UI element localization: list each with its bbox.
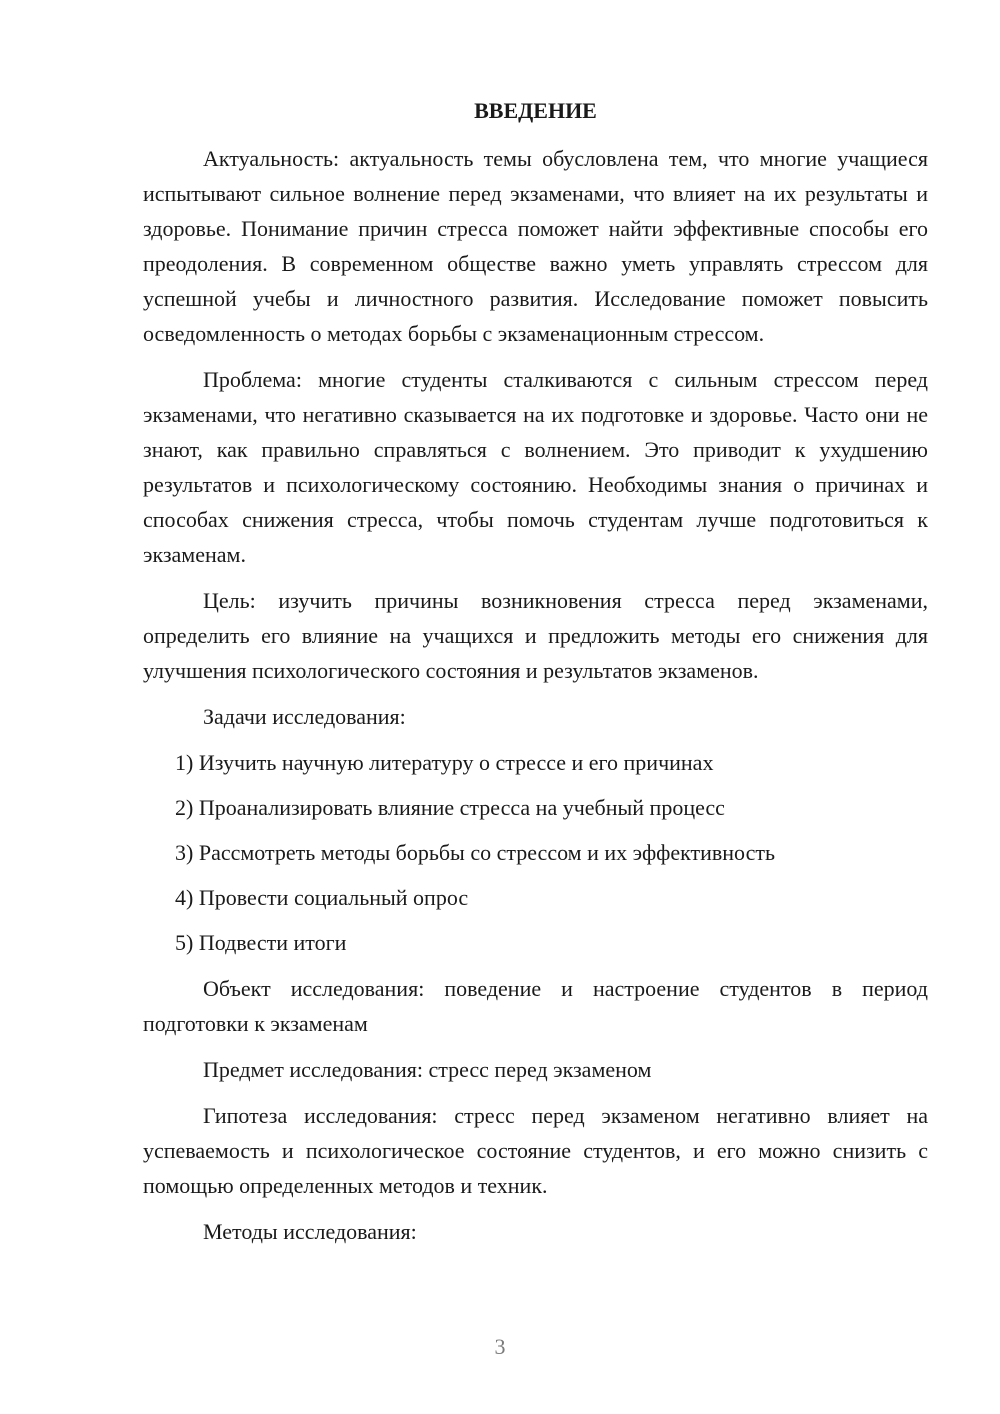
list-item <box>143 880 928 915</box>
list-item-number: 5) <box>175 930 194 955</box>
page-title: ВВЕДЕНИЕ <box>474 98 597 123</box>
tasks-heading: Задачи исследования: <box>203 704 406 729</box>
problem-paragraph: Проблема: многие студенты сталкиваются с сильным стрессом перед экзаменами, что негативно сказывается на их подготовке и здоровье. Часто они не знают, как правильно справляться с волнением. Это приводит к ухудшению результатов и психологическому состоянию. Необходимы знания о причинах и способах снижения стресса, чтобы помочь студентам лучше подготовиться к экзаменам. <box>143 367 928 567</box>
methods-paragraph: Методы исследования: <box>203 1219 417 1244</box>
object-paragraph: Объект исследования: поведение и настроение студентов в период подготовки к экзаменам <box>143 976 928 1036</box>
list-item-text: Проанализировать влияние стресса на учебный процесс <box>198 795 725 820</box>
subject-paragraph: Предмет исследования: стресс перед экзаменом <box>203 1057 652 1082</box>
list-item <box>143 925 928 960</box>
list-item-text: Подвести итоги <box>198 930 347 955</box>
list-item <box>143 790 928 825</box>
list-item <box>143 835 928 870</box>
list-item-number: 4) <box>175 885 194 910</box>
relevance-paragraph: Актуальность: актуальность темы обусловлена тем, что многие учащиеся испытывают сильное волнение перед экзаменами, что влияет на их результаты и здоровье. Понимание причин стресса поможет найти эффективные способы его преодоления. В современном обществе важно уметь управлять стрессом для успешной учебы и личностного развития. Исследование поможет повысить осведомленность о методах борьбы с экзаменационным стрессом. <box>143 146 928 346</box>
list-item-text: Провести социальный опрос <box>198 885 469 910</box>
list-item-number: 2) <box>175 795 194 820</box>
list-item-number: 1) <box>175 750 194 775</box>
list-item-text: Рассмотреть методы борьбы со стрессом и их эффективность <box>198 840 776 865</box>
list-item <box>143 745 928 780</box>
page-content <box>143 93 928 1249</box>
list-item-text: Изучить научную литературу о стрессе и его причинах <box>198 750 714 775</box>
tasks-list <box>143 745 928 960</box>
list-item-number: 3) <box>175 840 194 865</box>
goal-paragraph: Цель: изучить причины возникновения стресса перед экзаменами, определить его влияние на учащихся и предложить методы его снижения для улучшения психологического состояния и результатов экзаменов. <box>143 588 928 683</box>
page-number: 3 <box>494 1334 506 1359</box>
hypothesis-paragraph: Гипотеза исследования: стресс перед экзаменом негативно влияет на успеваемость и психологическое состояние студентов, и его можно снизить с помощью определенных методов и техник. <box>143 1103 928 1198</box>
